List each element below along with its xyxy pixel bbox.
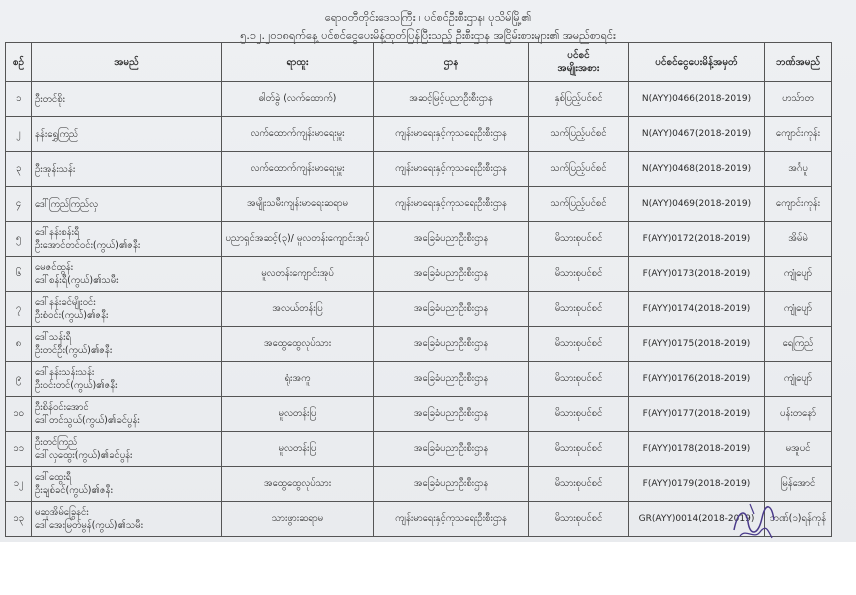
name-line: ဦးဝင်းတင်(ကွယ်)၏ဇနီး [35,380,118,391]
cell-order-number: F(AYY)0176(2018-2019) [629,362,765,397]
cell-bank: မအူပင် [765,432,832,467]
cell-department: အခြေခံပညာဦးစီးဌာန [374,292,529,327]
cell-rank: မူလတန်းပြ [222,432,374,467]
name-line: ဒေါ်လှထွေး(ကွယ်)၏ခင်ပွန်း [35,450,133,461]
table-row [6,362,832,397]
name-line: ဦးအောင်တင်ဝင်း(ကွယ်)၏ဇနီး [35,240,141,251]
cell-department: အခြေခံပညာဦးစီးဌာန [374,222,529,257]
cell-no: ၉ [6,362,32,397]
cell-no: ၈ [6,327,32,362]
col-header-name: အမည် [32,43,222,82]
cell-rank: အလယ်တန်းပြ [222,292,374,327]
cell-order-number: N(AYY)0466(2018-2019) [629,82,765,117]
cell-name [32,362,222,397]
cell-no: ၅ [6,222,32,257]
col-header-no: စဉ် [6,43,32,82]
cell-bank: ကျောင်းကုန်း [765,187,832,222]
cell-no: ၇ [6,292,32,327]
cell-department: အခြေခံပညာဦးစီးဌာန [374,362,529,397]
name-line: ဒေါ်အေးမြတ်မွန်(ကွယ်)၏သမီး [35,520,143,531]
table-row [6,502,832,537]
cell-department: အခြေခံပညာဦးစီးဌာန [374,432,529,467]
cell-no: ၆ [6,257,32,292]
name-line: ဒေါ်ကြည်ကြည်လှ [35,198,99,210]
cell-rank: မူလတန်းကျောင်းအုပ် [222,257,374,292]
cell-pension-type: သက်ပြည့်ပင်စင် [529,187,629,222]
table-row [6,187,832,222]
table-row [6,82,832,117]
cell-pension-type: မိသားစုပင်စင် [529,362,629,397]
name-line: ဒေါ်နန်းခင်မျိုးဝင်း [35,297,96,308]
cell-order-number: N(AYY)0468(2018-2019) [629,152,765,187]
cell-no: ၂ [6,117,32,152]
handwritten-signature [728,500,778,544]
cell-pension-type: မိသားစုပင်စင် [529,292,629,327]
name-line: ဦးချစ်ခင်(ကွယ်)၏ဇနီး [35,485,113,496]
cell-order-number: N(AYY)0467(2018-2019) [629,117,765,152]
cell-pension-type: မိသားစုပင်စင် [529,432,629,467]
cell-name [32,187,222,222]
pension-roster-table [5,42,832,537]
cell-name [32,467,222,502]
cell-no: ၁၀ [6,397,32,432]
table-row [6,152,832,187]
cell-name [32,152,222,187]
cell-department: အခြေခံပညာဦးစီးဌာန [374,327,529,362]
cell-pension-type: မိသားစုပင်စင် [529,397,629,432]
table-row [6,222,832,257]
name-line: ဦးတင်စိုး [35,93,65,105]
col-header-bank: ဘဏ်အမည် [765,43,832,82]
cell-pension-type: သက်ပြည့်ပင်စင် [529,152,629,187]
cell-name [32,397,222,432]
cell-no: ၁၃ [6,502,32,537]
cell-bank: အင်္ဂပူ [765,152,832,187]
cell-pension-type: သက်ပြည့်ပင်စင် [529,117,629,152]
cell-name [32,327,222,362]
cell-order-number: F(AYY)0177(2018-2019) [629,397,765,432]
cell-pension-type: မိသားစုပင်စင် [529,222,629,257]
cell-bank: ကျုံပျော် [765,362,832,397]
cell-rank: ဓါတ်ခွဲ (လက်ထောက်) [222,82,374,117]
cell-rank: သားဖွားဆရာမ [222,502,374,537]
cell-department: ကျန်းမာရေးနှင့်ကုသရေးဦးစီးဌာန [374,117,529,152]
cell-bank: ကျောင်းကုန်း [765,117,832,152]
cell-department: ကျန်းမာရေးနှင့်ကုသရေးဦးစီးဌာန [374,502,529,537]
cell-pension-type: မိသားစုပင်စင် [529,327,629,362]
name-line: ဦးအုန်းသန်း [35,163,76,175]
cell-bank: ကျုံပျော် [765,257,832,292]
cell-order-number: F(AYY)0178(2018-2019) [629,432,765,467]
cell-rank: မူလတန်းပြ [222,397,374,432]
cell-department: အခြေခံပညာဦးစီးဌာန [374,467,529,502]
document-title: ရောဝတီတိုင်းဒေသကြီး ၊ ပင်စင်ဦးစီးဌာန၊ ပုသိမ်မြို့၏ [324,11,532,24]
cell-no: ၁၂ [6,467,32,502]
table-row [6,117,832,152]
cell-name [32,82,222,117]
cell-name [32,292,222,327]
cell-department: ကျန်းမာရေးနှင့်ကုသရေးဦးစီးဌာန [374,187,529,222]
document-subtitle: ၅.၁၂.၂၀၁၈ရက်နေ့ ပင်စင်ငွေပေးမိန့်ထုတ်ပြန်ပြီးသည့် ဦးစီးဌာန အငြိမ်းစားများ၏ အမည်စာရင်း [240,29,616,42]
name-line: ဦးစံဝင်း(ကွယ်)၏ဇနီး [35,310,109,321]
name-line: နန်းရွှေကြည် [35,128,79,140]
cell-rank: ရုံးအကူ [222,362,374,397]
cell-name [32,502,222,537]
cell-bank: အိမ်မဲ [765,222,832,257]
cell-no: ၃ [6,152,32,187]
table-row [6,257,832,292]
cell-department: အခြေခံပညာဦးစီးဌာန [374,257,529,292]
cell-bank: မြန်အောင် [765,467,832,502]
cell-order-number: F(AYY)0172(2018-2019) [629,222,765,257]
col-header-department: ဌာန [374,43,529,82]
cell-order-number: F(AYY)0179(2018-2019) [629,467,765,502]
cell-name [32,222,222,257]
cell-bank: ပန်းတနော် [765,397,832,432]
cell-bank: ဟသ်ာတ [765,82,832,117]
cell-pension-type: မိသားစုပင်စင် [529,502,629,537]
name-line: ဒေါ်နန်းစန်းရီ [35,227,80,238]
cell-rank: လက်ထောက်ကျန်းမာရေးမှူး [222,117,374,152]
cell-order-number: N(AYY)0469(2018-2019) [629,187,765,222]
name-line: ဒေါ်တင်သွယ်(ကွယ်)၏ခင်ပွန်း [35,415,140,426]
cell-no: ၁၁ [6,432,32,467]
cell-rank: အမျိုးသမီးကျန်းမာရေးဆရာမ [222,187,374,222]
cell-order-number: F(AYY)0175(2018-2019) [629,327,765,362]
col-header-order-number: ပင်စင်ငွေပေးမိန့်အမှတ် [629,43,765,82]
name-line: ဦးတင်ကြည် [35,437,78,448]
cell-bank: ဘဏ်(၁)ရန်ကုန် [765,502,832,537]
name-line: ဒေါ်သန်းရီ [35,332,71,343]
name-line: ဒေါ်နန်းသန်းသန်း [35,367,95,378]
cell-order-number: F(AYY)0174(2018-2019) [629,292,765,327]
cell-department: အဆင့်မြင့်ပညာဦးစီးဌာန [374,82,529,117]
cell-order-number: F(AYY)0173(2018-2019) [629,257,765,292]
cell-order-number: GR(AYY)0014(2018-2019) [629,502,765,537]
table-row [6,397,832,432]
table-row [6,467,832,502]
cell-pension-type: မိသားစုပင်စင် [529,257,629,292]
cell-name [32,432,222,467]
name-line: မဆုအိမ်ခြွေနင်း [35,507,89,518]
cell-bank: ရေကြည် [765,327,832,362]
col-header-pension-type: ပင်စင် အမျိုးအစား [529,43,629,82]
cell-bank: ကျုံပျော် [765,292,832,327]
cell-no: ၁ [6,82,32,117]
cell-rank: ပညာရှင်အဆင့်(၃)/ မူလတန်းကျောင်းအုပ် [222,222,374,257]
cell-department: အခြေခံပညာဦးစီးဌာန [374,397,529,432]
name-line: ဒေါ်စန်းရီ(ကွယ်)၏သမီး [35,275,119,286]
table-row [6,432,832,467]
name-line: ဦးတင်ဦး(ကွယ်)၏ဇနီး [35,345,113,356]
name-line: ဦးစိန်ဝင်းအောင် [35,402,89,413]
cell-pension-type: မိသားစုပင်စင် [529,467,629,502]
table-header-row [6,43,832,82]
name-line: ဒေါ်ထွေးရီ [35,472,72,483]
cell-name [32,257,222,292]
cell-name [32,117,222,152]
cell-department: ကျန်းမာရေးနှင့်ကုသရေးဦးစီးဌာန [374,152,529,187]
cell-rank: အထွေထွေလုပ်သား [222,467,374,502]
cell-pension-type: နှစ်ပြည့်ပင်စင် [529,82,629,117]
cell-rank: လက်ထောက်ကျန်းမာရေးမှူး [222,152,374,187]
table-row [6,327,832,362]
name-line: မေဇင်ထွန်း [35,262,74,273]
cell-no: ၄ [6,187,32,222]
col-header-rank: ရာထူး [222,43,374,82]
cell-rank: အထွေထွေလုပ်သား [222,327,374,362]
table-row [6,292,832,327]
